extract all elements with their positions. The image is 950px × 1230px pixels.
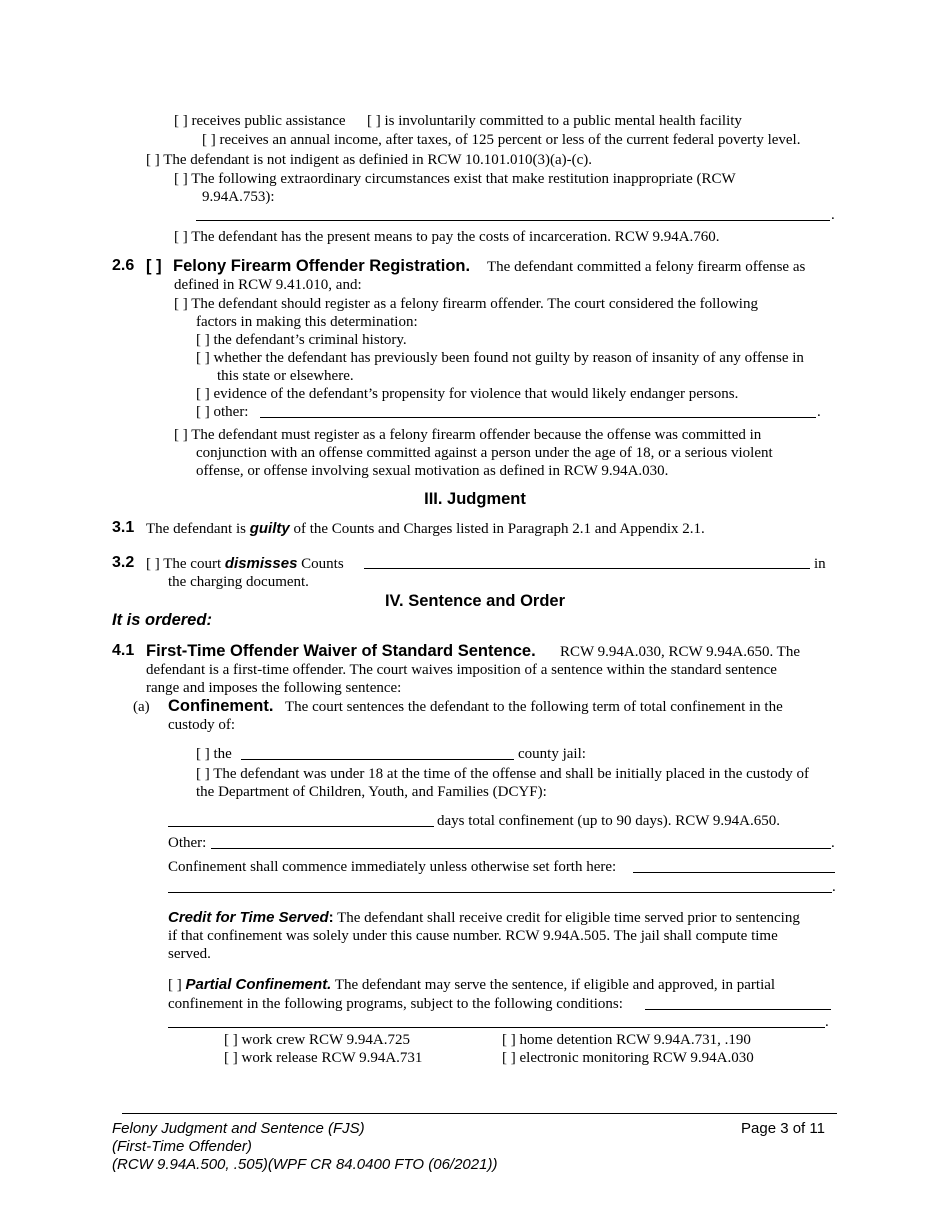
confinement-text-1: The court sentences the defendant to the following term of total confinement in the: [285, 699, 783, 715]
factor-criminal-history[interactable]: [ ] the defendant’s criminal history.: [196, 332, 407, 348]
public-assistance-option[interactable]: [ ] receives public assistance: [174, 113, 346, 129]
extraordinary-circumstances-cont: 9.94A.753):: [202, 189, 275, 205]
footer-rule: [122, 1113, 837, 1114]
partial-heading: Partial Confinement.: [185, 976, 332, 993]
county-jail-blank[interactable]: [241, 759, 514, 760]
partial-confinement[interactable]: [168, 976, 775, 994]
section-4-1-text-2: range and imposes the following sentence:: [146, 680, 402, 696]
text-part: Counts: [301, 556, 344, 572]
extraordinary-circumstances-blank[interactable]: [196, 220, 830, 221]
section-4-1-heading: First-Time Offender Waiver of Standard Sentence.: [146, 642, 536, 660]
period: .: [831, 835, 835, 851]
dismissed-counts-blank[interactable]: [364, 568, 810, 569]
guilty-emphasis: guilty: [249, 520, 290, 537]
credit-text-2: if that confinement was solely under this cause number. RCW 9.94A.505. The jail shall compute time: [168, 928, 778, 944]
judgment-title: III. Judgment: [424, 490, 526, 508]
text-part: The defendant is: [146, 521, 246, 537]
factor-propensity[interactable]: [ ] evidence of the defendant’s propensity for violence that would likely endanger persons.: [196, 386, 739, 402]
footer-title: Felony Judgment and Sentence (FJS): [112, 1120, 365, 1137]
section-3-2-cont: the charging document.: [168, 574, 309, 590]
work-release-option[interactable]: [ ] work release RCW 9.94A.731: [224, 1050, 423, 1066]
section-3-2-text[interactable]: [146, 555, 344, 573]
credit-colon: :: [328, 909, 334, 926]
county-jail-option[interactable]: [ ] the: [196, 746, 232, 762]
days-confinement-text: days total confinement (up to 90 days). RCW 9.94A.650.: [437, 813, 781, 829]
checkbox-glyph[interactable]: [ ]: [146, 257, 162, 275]
credit-heading: Credit for Time Served: [168, 909, 329, 926]
factor-insanity-cont: this state or elsewhere.: [217, 368, 354, 384]
credit-time-served: [168, 909, 800, 927]
footer-citation: (RCW 9.94A.500, .505)(WPF CR 84.0400 FTO (06/2021)): [112, 1156, 498, 1173]
item-a-label: (a): [133, 699, 150, 715]
involuntarily-committed-option[interactable]: [ ] is involuntarily committed to a public mental health facility: [367, 113, 742, 129]
electronic-monitoring-option[interactable]: [ ] electronic monitoring RCW 9.94A.030: [502, 1050, 754, 1066]
text-part: of the Counts and Charges listed in Paragraph 2.1 and Appendix 2.1.: [293, 521, 705, 537]
present-means-option[interactable]: [ ] The defendant has the present means to pay the costs of incarceration. RCW 9.94A.760.: [174, 229, 720, 245]
factor-other[interactable]: [ ] other:: [196, 404, 249, 420]
under-18-cont: the Department of Children, Youth, and Families (DCYF):: [196, 784, 547, 800]
footer-subtitle: (First-Time Offender): [112, 1138, 252, 1155]
text-part: The defendant may serve the sentence, if eligible and approved, in partial: [334, 977, 776, 993]
credit-text-3: served.: [168, 946, 211, 962]
section-2-6-checkbox[interactable]: [146, 257, 162, 276]
commence-blank-2[interactable]: [168, 892, 832, 893]
not-indigent-option[interactable]: [ ] The defendant is not indigent as definied in RCW 10.101.010(3)(a)-(c).: [146, 152, 592, 168]
text-part: The defendant shall receive credit for eligible time served prior to sentencing: [337, 910, 800, 926]
factor-other-blank[interactable]: [260, 417, 816, 418]
section-3-1-number: 3.1: [112, 519, 135, 536]
confinement-text-2: custody of:: [168, 717, 236, 733]
extraordinary-circumstances-option[interactable]: [ ] The following extraordinary circumstances exist that make restitution inappropriate (RCW: [174, 171, 736, 187]
section-4-1-rcw: RCW 9.94A.030, RCW 9.94A.650. The: [560, 644, 801, 660]
period: .: [832, 879, 836, 895]
section-2-6-text: The defendant committed a felony firearm offense as: [487, 259, 806, 275]
county-jail-label: county jail:: [518, 746, 586, 762]
under-18-option[interactable]: [ ] The defendant was under 18 at the time of the offense and shall be initially placed in the custody of: [196, 766, 810, 782]
section-4-1-number: 4.1: [112, 642, 135, 659]
other-label: Other:: [168, 835, 207, 851]
other-blank[interactable]: [211, 848, 831, 849]
page-number: Page 3 of 11: [741, 1120, 825, 1137]
home-detention-option[interactable]: [ ] home detention RCW 9.94A.731, .190: [502, 1032, 751, 1048]
section-2-6-heading: Felony Firearm Offender Registration.: [173, 257, 471, 275]
days-confinement-blank[interactable]: [168, 826, 434, 827]
partial-conditions-blank[interactable]: [645, 1009, 831, 1010]
partial-checkbox[interactable]: [ ]: [168, 977, 182, 993]
must-register-option[interactable]: [ ] The defendant must register as a felony firearm offender because the offense was committed in: [174, 427, 762, 443]
partial-conditions-blank-2[interactable]: [168, 1027, 825, 1028]
must-register-cont-1: conjunction with an offense committed against a person under the age of 18, or a serious violent: [196, 445, 773, 461]
section-3-2-in: in: [814, 556, 826, 572]
confinement-heading: Confinement.: [168, 697, 274, 715]
section-3-2-number: 3.2: [112, 554, 135, 571]
section-2-6-number: 2.6: [112, 257, 135, 274]
section-4-1-text-1: defendant is a first-time offender. The court waives imposition of a sentence within the standard sentence: [146, 662, 777, 678]
commence-blank[interactable]: [633, 872, 835, 873]
period: .: [817, 404, 821, 420]
should-register-cont: factors in making this determination:: [196, 314, 418, 330]
period: .: [831, 207, 835, 223]
it-is-ordered: It is ordered:: [112, 611, 212, 629]
annual-income-option[interactable]: [ ] receives an annual income, after taxes, of 125 percent or less of the current federal poverty level.: [202, 132, 801, 148]
dismisses-emphasis: dismisses: [224, 555, 298, 572]
period: .: [825, 1014, 829, 1030]
sentence-title: IV. Sentence and Order: [384, 592, 566, 610]
factor-insanity[interactable]: [ ] whether the defendant has previously been found not guilty by reason of insanity of any offense in: [196, 350, 804, 366]
must-register-cont-2: offense, or offense involving sexual motivation as defined in RCW 9.94A.030.: [196, 463, 669, 479]
work-crew-option[interactable]: [ ] work crew RCW 9.94A.725: [224, 1032, 410, 1048]
partial-text-2: confinement in the following programs, subject to the following conditions:: [168, 996, 623, 1012]
section-3-1-text: [146, 520, 705, 538]
section-2-6-text-cont: defined in RCW 9.41.010, and:: [174, 277, 362, 293]
should-register-option[interactable]: [ ] The defendant should register as a felony firearm offender. The court considered the following: [174, 296, 758, 312]
dismiss-checkbox[interactable]: [ ] The court: [146, 556, 222, 572]
commence-text: Confinement shall commence immediately unless otherwise set forth here:: [168, 859, 617, 875]
